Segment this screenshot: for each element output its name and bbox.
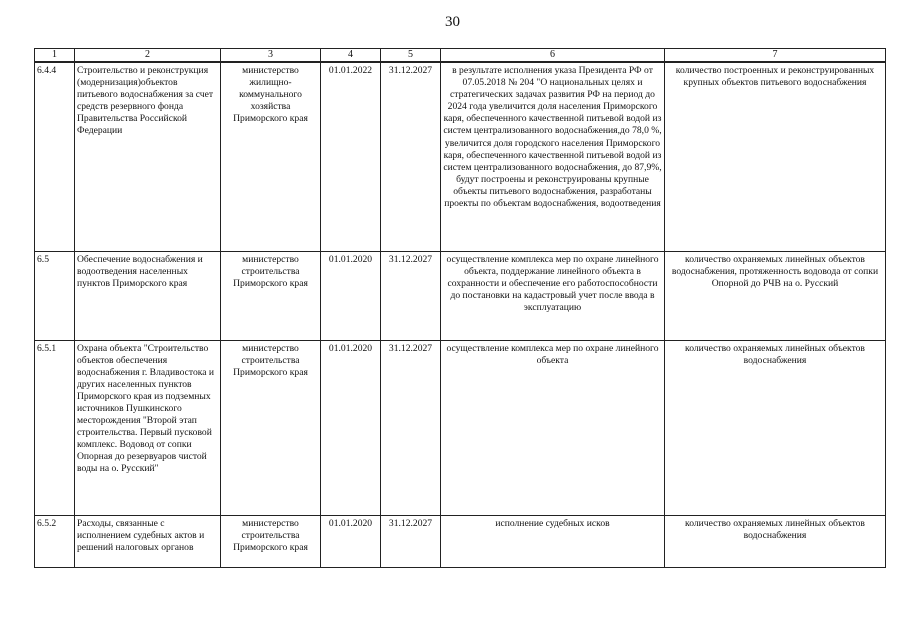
- table-row: [35, 515, 886, 567]
- end-date: 31.12.2027: [381, 251, 441, 340]
- start-date: 01.01.2020: [321, 515, 381, 567]
- header-cell-1: 1: [35, 49, 75, 63]
- header-row: [35, 49, 886, 63]
- header-cell-6: 6: [441, 49, 665, 63]
- activity-name: Строительство и реконструкция (модернизация)объектов питьевого водоснабжения за счет средств резервного фонда Правительства Российской Федерации: [75, 62, 221, 251]
- table-row: [35, 340, 886, 515]
- start-date: 01.01.2020: [321, 251, 381, 340]
- start-date: 01.01.2020: [321, 340, 381, 515]
- page-number: 30: [445, 14, 460, 30]
- end-date: 31.12.2027: [381, 62, 441, 251]
- responsible-executor: министерство строительства Приморского края: [221, 515, 321, 567]
- header-cell-4: 4: [321, 49, 381, 63]
- indicator: количество охраняемых линейных объектов водоснабжения: [665, 515, 886, 567]
- expected-result: исполнение судебных исков: [441, 515, 665, 567]
- table-row: [35, 251, 886, 340]
- header-cell-5: 5: [381, 49, 441, 63]
- activity-name: Обеспечение водоснабжения и водоотведения населенных пунктов Приморского края: [75, 251, 221, 340]
- row-number: 6.5.2: [35, 515, 75, 567]
- expected-result: в результате исполнения указа Президента РФ от 07.05.2018 № 204 "О национальных целях и стратегических задачах развития РФ на период до 2024 года увеличится доля населения Приморского каря, обеспеченного качественной питьевой водой из систем централизованного водоснабжения,до 78,0 %, увеличится доля городского населения Приморского каря, обеспеченного качественной питьевой водой из систем централизованного водоснабжения, до 87,9%, будут построены и реконструированы крупные объекты питьевого водоснабжения, разработаны проекты по объектам водоснабжения, водоотведения: [441, 62, 665, 251]
- end-date: 31.12.2027: [381, 515, 441, 567]
- indicator: количество построенных и реконструированных крупных объектов питьевого водоснабжения: [665, 62, 886, 251]
- end-date: 31.12.2027: [381, 340, 441, 515]
- table-row: [35, 62, 886, 251]
- header-cell-2: 2: [75, 49, 221, 63]
- row-number: 6.5.1: [35, 340, 75, 515]
- responsible-executor: министерство строительства Приморского края: [221, 340, 321, 515]
- expected-result: осуществление комплекса мер по охране линейного объекта, поддержание линейного объекта в сохранности и обеспечение его работоспособности до постановки на кадастровый учет после ввода в эксплуатацию: [441, 251, 665, 340]
- activity-name: Расходы, связанные с исполнением судебных актов и решений налоговых органов: [75, 515, 221, 567]
- start-date: 01.01.2022: [321, 62, 381, 251]
- row-number: 6.4.4: [35, 62, 75, 251]
- row-number: 6.5: [35, 251, 75, 340]
- program-activities-table: [34, 48, 886, 568]
- responsible-executor: министерство жилищно-коммунального хозяйства Приморского края: [221, 62, 321, 251]
- activity-name: Охрана объекта "Строительство объектов обеспечения водоснабжения г. Владивостока и других населенных пунктов Приморского края из подземных источников Пушкинского месторождения "Второй этап строительства. Первый пусковой комплекс. Водовод от сопки Опорная до резервуаров чистой воды на о. Русский": [75, 340, 221, 515]
- responsible-executor: министерство строительства Приморского края: [221, 251, 321, 340]
- indicator: количество охраняемых линейных объектов водоснабжения, протяженность водовода от сопки Опорной до РЧВ на о. Русский: [665, 251, 886, 340]
- header-cell-3: 3: [221, 49, 321, 63]
- indicator: количество охраняемых линейных объектов водоснабжения: [665, 340, 886, 515]
- expected-result: осуществление комплекса мер по охране линейного объекта: [441, 340, 665, 515]
- header-cell-7: 7: [665, 49, 886, 63]
